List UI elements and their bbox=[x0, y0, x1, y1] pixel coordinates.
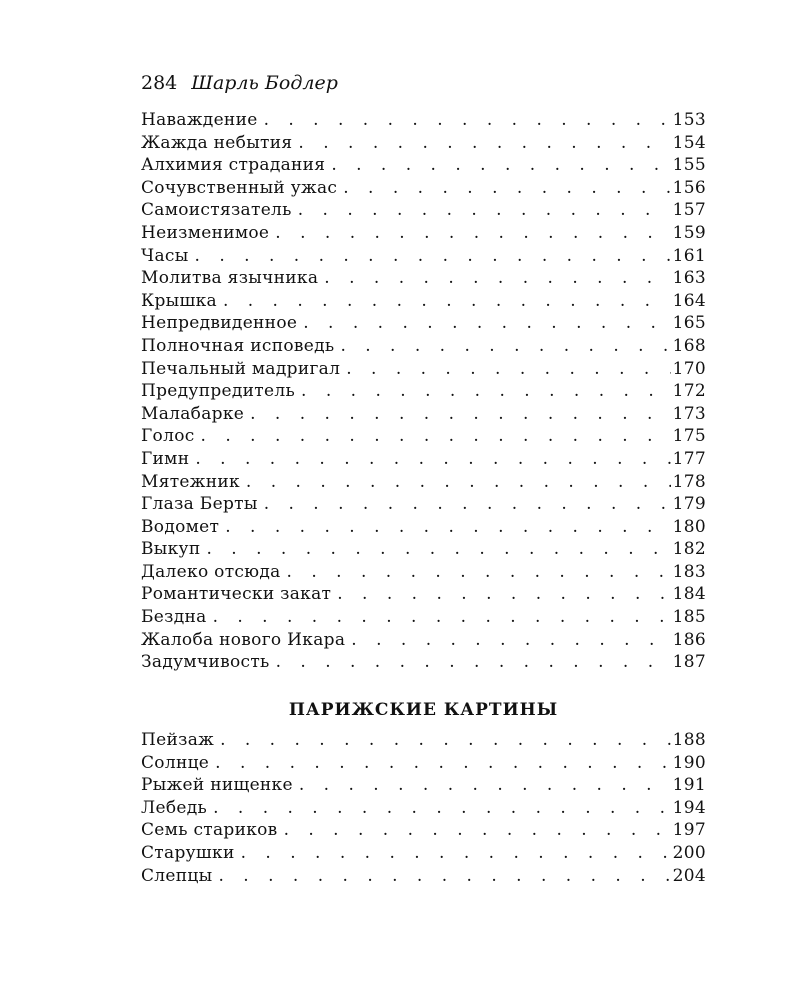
dot-leader bbox=[301, 381, 671, 401]
dot-leader bbox=[195, 449, 670, 469]
toc-entry-title: Крышка bbox=[141, 290, 217, 311]
toc-entry-title: Часы bbox=[141, 245, 189, 266]
dot-leader bbox=[213, 798, 671, 818]
dot-leader bbox=[298, 133, 670, 153]
dot-leader bbox=[264, 494, 671, 514]
toc-entry-title: Выкуп bbox=[141, 539, 201, 560]
toc-entry-title: Гимн bbox=[141, 448, 190, 469]
toc-entry-title: Жалоба нового Икара bbox=[141, 629, 346, 650]
toc-entry-title: Задумчивость bbox=[141, 652, 270, 673]
dot-leader bbox=[337, 584, 670, 604]
dot-leader bbox=[331, 155, 670, 175]
toc-entry-page: 200 bbox=[672, 842, 706, 863]
toc-entry bbox=[141, 472, 706, 495]
dot-leader bbox=[346, 359, 670, 379]
toc-entry-page: 190 bbox=[672, 752, 706, 773]
toc-entry bbox=[141, 866, 706, 889]
toc-entry bbox=[141, 775, 706, 798]
dot-leader bbox=[223, 291, 671, 311]
toc-entry-title: Бездна bbox=[141, 607, 207, 628]
toc-entry bbox=[141, 133, 706, 156]
toc-entry bbox=[141, 607, 706, 630]
toc-entry bbox=[141, 539, 706, 562]
toc-entry bbox=[141, 313, 706, 336]
toc-entry-title: Сочувственный ужас bbox=[141, 177, 338, 198]
toc-entry-title: Далеко отсюда bbox=[141, 561, 281, 582]
toc-entry-page: 164 bbox=[672, 290, 706, 311]
toc-entry-title: Молитва язычника bbox=[141, 268, 319, 289]
dot-leader bbox=[340, 336, 670, 356]
dot-leader bbox=[215, 753, 670, 773]
dot-leader bbox=[303, 313, 670, 333]
dot-leader bbox=[206, 539, 670, 559]
toc-entry-title: Лебедь bbox=[141, 797, 208, 818]
toc-entry-page: 197 bbox=[672, 820, 706, 841]
toc-entry-title: Наваждение bbox=[141, 110, 258, 130]
toc-entry-title: Мятежник bbox=[141, 471, 240, 492]
toc-entry-page: 154 bbox=[672, 132, 706, 153]
toc-entry-page: 153 bbox=[672, 110, 706, 130]
toc-entry-page: 186 bbox=[672, 629, 706, 650]
toc-entry-page: 194 bbox=[672, 797, 706, 818]
toc-entry bbox=[141, 562, 706, 585]
toc-entry-title: Жажда небытия bbox=[141, 132, 293, 153]
dot-leader bbox=[343, 178, 670, 198]
dot-leader bbox=[275, 223, 670, 243]
toc-entry bbox=[141, 359, 706, 382]
toc-entry-page: 173 bbox=[672, 403, 706, 424]
toc-entry bbox=[141, 223, 706, 246]
toc-entry bbox=[141, 268, 706, 291]
toc-entry-title: Предупредитель bbox=[141, 381, 296, 402]
page-header bbox=[141, 72, 338, 94]
toc-entry-page: 183 bbox=[672, 561, 706, 582]
toc-entry-title: Солнце bbox=[141, 752, 210, 773]
dot-leader bbox=[218, 866, 670, 886]
dot-leader bbox=[241, 843, 671, 863]
toc-entry bbox=[141, 336, 706, 359]
dot-leader bbox=[213, 607, 671, 627]
dot-leader bbox=[284, 820, 671, 840]
toc-entry bbox=[141, 426, 706, 449]
toc-entry-page: 155 bbox=[672, 155, 706, 176]
dot-leader bbox=[276, 652, 671, 672]
toc-entry bbox=[141, 110, 706, 133]
toc-entry-page: 204 bbox=[672, 865, 706, 886]
toc-entry-title: Неизменимое bbox=[141, 222, 270, 243]
toc-entry bbox=[141, 246, 706, 269]
dot-leader bbox=[195, 246, 671, 266]
toc-entry-title: Старушки bbox=[141, 842, 235, 863]
toc-entry bbox=[141, 843, 706, 866]
toc-entry-title: Алхимия страдания bbox=[141, 155, 326, 176]
toc-entry bbox=[141, 291, 706, 314]
toc-entry-title: Голос bbox=[141, 426, 195, 447]
section-heading: ПАРИЖСКИЕ КАРТИНЫ bbox=[288, 700, 559, 720]
toc-entry-title: Печальный мадригал bbox=[141, 358, 341, 379]
toc-entry bbox=[141, 730, 706, 753]
toc-list bbox=[141, 110, 706, 675]
toc-entry bbox=[141, 820, 706, 843]
dot-leader bbox=[298, 200, 671, 220]
running-head-author: Шарль Бодлер bbox=[191, 72, 338, 94]
toc-entry-title: Малабарке bbox=[141, 403, 245, 424]
toc-entry-page: 172 bbox=[672, 381, 706, 402]
toc-entry-page: 188 bbox=[672, 730, 706, 750]
toc-entry-page: 170 bbox=[672, 358, 706, 379]
toc-entry-page: 187 bbox=[672, 652, 706, 673]
toc-entry-page: 177 bbox=[672, 448, 706, 469]
toc-entry-title: Рыжей нищенке bbox=[141, 775, 293, 796]
toc-entry-title: Семь стариков bbox=[141, 820, 278, 841]
toc-entry bbox=[141, 449, 706, 472]
dot-leader bbox=[287, 562, 671, 582]
dot-leader bbox=[246, 472, 671, 492]
toc-entry-title: Полночная исповедь bbox=[141, 335, 335, 356]
toc-entry-title: Романтически закат bbox=[141, 584, 332, 605]
toc-entry-page: 185 bbox=[672, 607, 706, 628]
toc-entry-title: Водомет bbox=[141, 516, 220, 537]
dot-leader bbox=[225, 517, 670, 537]
toc-entry bbox=[141, 155, 706, 178]
toc-entry-page: 184 bbox=[672, 584, 706, 605]
page-number: 284 bbox=[141, 72, 178, 94]
toc-entry bbox=[141, 652, 706, 675]
toc-entry-title: Глаза Берты bbox=[141, 494, 258, 515]
toc-entry-page: 161 bbox=[672, 245, 706, 266]
dot-leader bbox=[201, 426, 671, 446]
toc-entry bbox=[141, 753, 706, 776]
toc-entry-title: Непредвиденное bbox=[141, 313, 298, 334]
toc-entry-page: 182 bbox=[672, 539, 706, 560]
toc-entry bbox=[141, 404, 706, 427]
toc-entry-page: 163 bbox=[672, 268, 706, 289]
toc-entry bbox=[141, 517, 706, 540]
toc-entry-title: Самоистязатель bbox=[141, 200, 292, 221]
toc-entry-page: 179 bbox=[672, 494, 706, 515]
toc-entry bbox=[141, 798, 706, 821]
toc-entry-page: 157 bbox=[672, 200, 706, 221]
toc-entry bbox=[141, 178, 706, 201]
toc-entry-page: 168 bbox=[672, 335, 706, 356]
toc-entry bbox=[141, 494, 706, 517]
toc-entry-title: Слепцы bbox=[141, 865, 213, 886]
toc-entry-title: Пейзаж bbox=[141, 730, 215, 750]
toc-entry-page: 180 bbox=[672, 516, 706, 537]
dot-leader bbox=[250, 404, 671, 424]
dot-leader bbox=[299, 775, 671, 795]
dot-leader bbox=[324, 268, 670, 288]
dot-leader bbox=[351, 630, 670, 650]
toc-entry bbox=[141, 381, 706, 404]
toc-entry-page: 165 bbox=[672, 313, 706, 334]
toc-list bbox=[141, 730, 706, 888]
toc-entry-page: 191 bbox=[672, 775, 706, 796]
toc-entry bbox=[141, 200, 706, 223]
dot-leader bbox=[264, 110, 671, 130]
dot-leader bbox=[220, 730, 671, 750]
toc-entry bbox=[141, 630, 706, 653]
toc-entry bbox=[141, 584, 706, 607]
toc-entry-page: 159 bbox=[672, 222, 706, 243]
toc-entry-page: 175 bbox=[672, 426, 706, 447]
toc-entry-page: 156 bbox=[672, 177, 706, 198]
toc-entry-page: 178 bbox=[672, 471, 706, 492]
